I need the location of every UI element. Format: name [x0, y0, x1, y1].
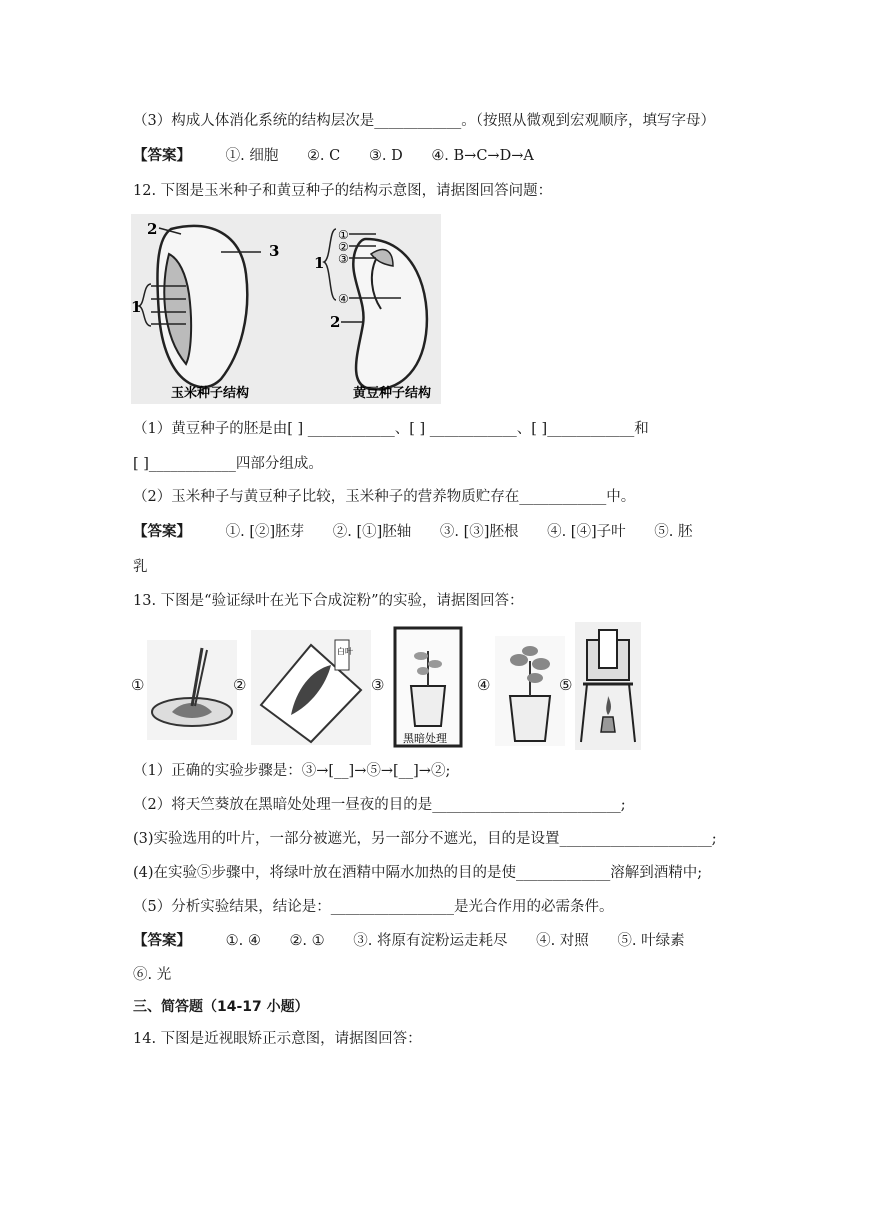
leaf-tag-text: 白叶	[337, 647, 353, 656]
q13-part2: （2）将天竺葵放在黑暗处处理一昼夜的目的是__________________________;	[133, 797, 626, 813]
bean-label-circ3: ③	[338, 252, 349, 266]
answer-item: ④. [④]子叶	[547, 524, 626, 540]
q12-part1-line1: （1）黄豆种子的胚是由[ ] ____________、[ ] ____________、[ ]____________和	[133, 421, 649, 437]
q12-part2: （2）玉米种子与黄豆种子比较，玉米种子的营养物质贮存在____________中。	[133, 489, 636, 505]
answer-item: ①. ④	[225, 933, 261, 949]
q14-stem: 14. 下图是近视眼矫正示意图，请据图回答：	[133, 1031, 422, 1047]
corn-label-2: 2	[147, 220, 158, 238]
answer-label: 【答案】	[133, 932, 191, 949]
answer-item: ⑤. 胚	[654, 524, 693, 540]
step5-water-bath-heating	[575, 622, 641, 750]
answer-item: ③. 将原有淀粉运走耗尽	[353, 933, 508, 949]
q12-part1-line2: [ ]____________四部分组成。	[133, 456, 323, 472]
corn-label-3: 3	[269, 242, 280, 260]
bean-label-circ1: ①	[338, 228, 349, 242]
answer-item: ④. B→C→D→A	[431, 148, 534, 164]
q11-part3: （3）构成人体消化系统的结构层次是____________。（按照从微观到宏观顺序，填写字母）	[133, 113, 715, 129]
answer-item: ②. [①]胚轴	[332, 524, 412, 540]
step-number: ①	[131, 676, 145, 694]
step-number: ⑤	[559, 676, 573, 694]
step-number: ②	[233, 676, 247, 694]
seed-diagram	[131, 214, 441, 404]
bean-label-circ2: ②	[338, 240, 349, 254]
seed-structure-figure	[131, 214, 441, 404]
q13-answer	[133, 930, 685, 952]
bean-label-circ4: ④	[338, 292, 349, 306]
q12-answer-wrap: 乳	[133, 559, 148, 575]
q13-part1: （1）正确的实验步骤是：③→[__]→⑤→[__]→②;	[133, 763, 451, 779]
dark-treatment-sign: 黑暗处理	[403, 732, 447, 745]
experiment-figure	[131, 622, 643, 752]
step4-potted-plant	[495, 636, 565, 746]
q13-answer-wrap: ⑥. 光	[133, 967, 172, 983]
step-number: ③	[371, 676, 385, 694]
answer-item: ③. D	[368, 148, 403, 164]
answer-label: 【答案】	[133, 523, 191, 540]
answer-item: ②. C	[306, 148, 341, 164]
q11-answer	[133, 145, 534, 167]
answer-item: ①. 细胞	[225, 148, 279, 164]
q13-part5: （5）分析实验结果，结论是：_________________是光合作用的必需条件。	[133, 899, 614, 915]
section-heading: 三、简答题（14-17 小题）	[133, 999, 309, 1015]
bean-label-2: 2	[330, 313, 341, 331]
bean-caption: 黄豆种子结构	[353, 386, 432, 401]
answer-item: ③. [③]胚根	[439, 524, 519, 540]
q13-stem: 13. 下图是“验证绿叶在光下合成淀粉”的实验，请据图回答：	[133, 593, 524, 609]
step-number: ④	[477, 676, 491, 694]
q13-part3: (3)实验选用的叶片，一部分被遮光，另一部分不遮光，目的是设置_____________________;	[133, 831, 717, 847]
q13-part4: (4)在实验⑤步骤中，将绿叶放在酒精中隔水加热的目的是使_____________溶解到酒精中;	[133, 865, 703, 881]
step3-dark-treatment	[393, 626, 463, 748]
answer-item: ⑤. 叶绿素	[617, 933, 685, 949]
answer-label: 【答案】	[133, 147, 191, 164]
step1-tweezers-dish	[147, 640, 237, 740]
bean-label-1: 1	[314, 254, 325, 272]
q12-stem: 12. 下图是玉米种子和黄豆种子的结构示意图，请据图回答问题：	[133, 183, 553, 199]
corn-label-1: 1	[131, 298, 142, 316]
step2-leaf	[251, 630, 371, 745]
corn-caption: 玉米种子结构	[171, 386, 250, 401]
answer-item: ④. 对照	[536, 933, 589, 949]
answer-item: ②. ①	[289, 933, 325, 949]
q12-answer	[133, 521, 692, 543]
answer-item: ①. [②]胚芽	[225, 524, 305, 540]
